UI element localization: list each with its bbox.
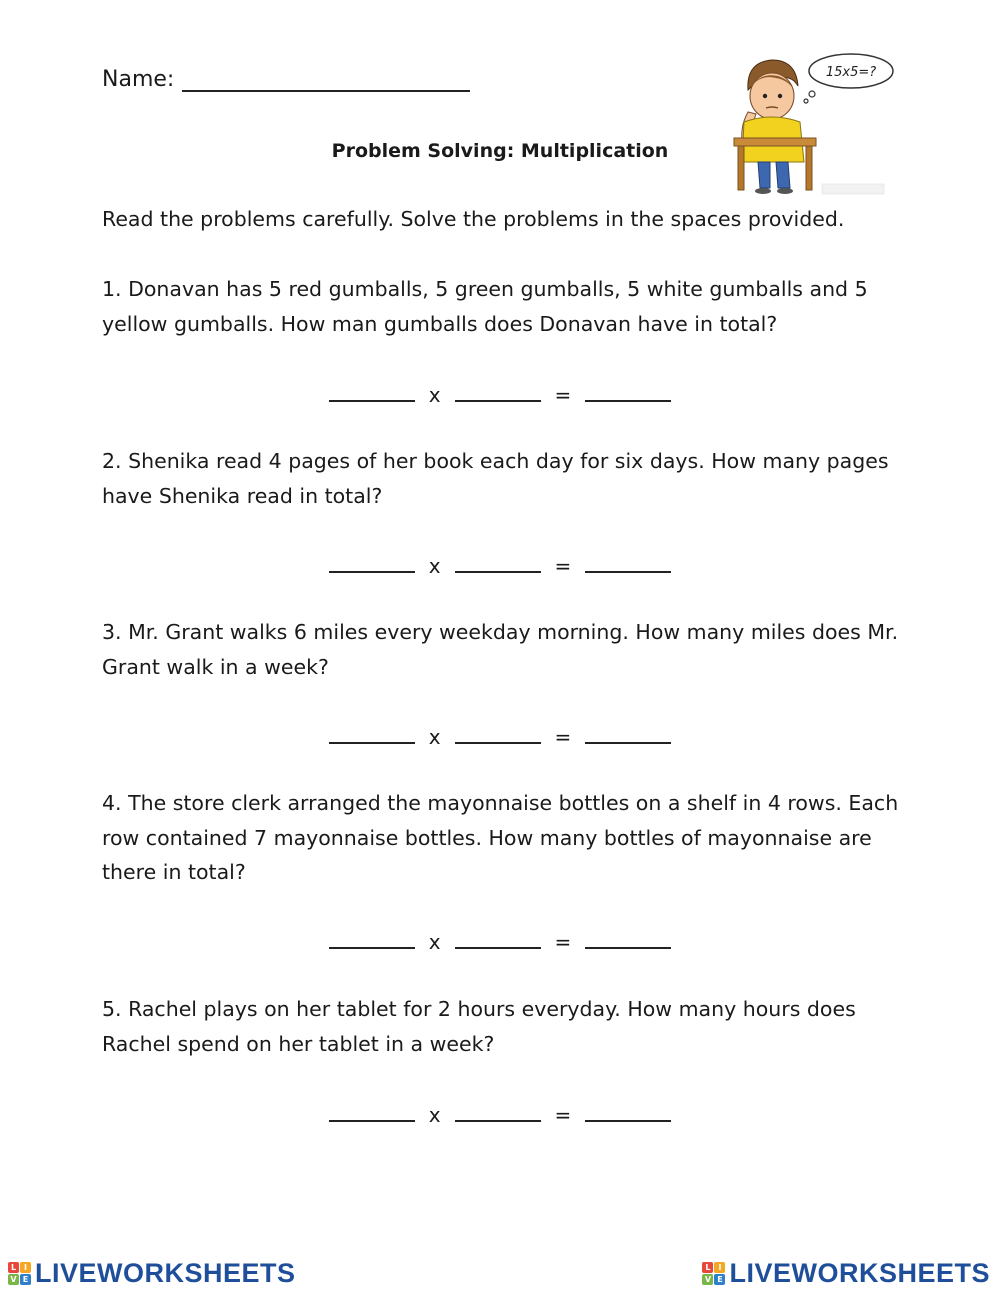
times-sign: x: [428, 930, 441, 954]
problem-5-text: 5. Rachel plays on her tablet for 2 hours everyday. How many hours does Rachel spend on her tablet in a week?: [102, 997, 856, 1056]
liveworksheets-logo-left[interactable]: [8, 1258, 296, 1289]
logo-letter: E: [20, 1274, 31, 1285]
problem-3-equation: [0, 724, 1000, 749]
times-sign: x: [428, 383, 441, 407]
instructions: Read the problems carefully. Solve the problems in the spaces provided.: [102, 207, 845, 231]
name-label: Name:: [102, 67, 175, 92]
factor-blank[interactable]: [455, 1102, 541, 1122]
times-sign: x: [428, 725, 441, 749]
logo-text: LIVEWORKSHEETS: [729, 1258, 990, 1288]
problem-1-text: 1. Donavan has 5 red gumballs, 5 green gumballs, 5 white gumballs and 5 yellow gumballs. How man gumballs does Donavan have in total?: [102, 277, 868, 336]
logo-letter: E: [714, 1274, 725, 1285]
liveworksheets-logo-icon: [702, 1262, 725, 1285]
equals-sign: =: [554, 1103, 572, 1127]
boy-face: [750, 73, 794, 119]
times-sign: x: [428, 1103, 441, 1127]
name-input-line[interactable]: [182, 66, 470, 92]
name-row: [102, 66, 470, 92]
illustration-watermark: [822, 184, 884, 194]
liveworksheets-logo-icon: [8, 1262, 31, 1285]
boy-jeans: [758, 162, 770, 188]
factor-blank[interactable]: [455, 382, 541, 402]
product-blank[interactable]: [585, 382, 671, 402]
thinking-boy-illustration: [730, 50, 900, 198]
boy-jeans: [776, 162, 790, 188]
problem-2-equation: [0, 553, 1000, 578]
boy-eye: [763, 94, 767, 98]
boy-shoe: [755, 188, 771, 194]
factor-blank[interactable]: [329, 724, 415, 744]
factor-blank[interactable]: [329, 1102, 415, 1122]
problem-4-equation: [0, 929, 1000, 954]
factor-blank[interactable]: [455, 724, 541, 744]
boy-shoe: [777, 188, 793, 194]
problem-4-text: 4. The store clerk arranged the mayonnaise bottles on a shelf in 4 rows. Each row contained 7 mayonnaise bottles. How many bottles of mayonnaise are there in total?: [102, 791, 899, 884]
thought-bubble-dot: [804, 99, 808, 103]
problem-3-text: 3. Mr. Grant walks 6 miles every weekday morning. How many miles does Mr. Grant walk in a week?: [102, 620, 899, 679]
product-blank[interactable]: [585, 1102, 671, 1122]
boy-eye: [778, 94, 782, 98]
equals-sign: =: [554, 554, 572, 578]
factor-blank[interactable]: [455, 929, 541, 949]
liveworksheets-logo-right[interactable]: [702, 1258, 990, 1289]
factor-blank[interactable]: [455, 553, 541, 573]
thought-bubble-text: 15x5=?: [825, 65, 877, 80]
factor-blank[interactable]: [329, 929, 415, 949]
problem-1-equation: [0, 382, 1000, 407]
logo-letter: L: [702, 1262, 713, 1273]
equals-sign: =: [554, 930, 572, 954]
times-sign: x: [428, 554, 441, 578]
problem-5-equation: [0, 1102, 1000, 1127]
product-blank[interactable]: [585, 929, 671, 949]
logo-letter: V: [702, 1274, 713, 1285]
logo-text: LIVEWORKSHEETS: [35, 1258, 296, 1288]
page-title: Problem Solving: Multiplication: [331, 140, 669, 162]
logo-letter: I: [20, 1262, 31, 1273]
thought-bubble-dot: [809, 91, 815, 97]
logo-letter: V: [8, 1274, 19, 1285]
factor-blank[interactable]: [329, 553, 415, 573]
equals-sign: =: [554, 725, 572, 749]
logo-letter: I: [714, 1262, 725, 1273]
logo-letter: L: [8, 1262, 19, 1273]
product-blank[interactable]: [585, 553, 671, 573]
problem-2-text: 2. Shenika read 4 pages of her book each day for six days. How many pages have Shenika read in total?: [102, 449, 889, 508]
product-blank[interactable]: [585, 724, 671, 744]
factor-blank[interactable]: [329, 382, 415, 402]
equals-sign: =: [554, 383, 572, 407]
